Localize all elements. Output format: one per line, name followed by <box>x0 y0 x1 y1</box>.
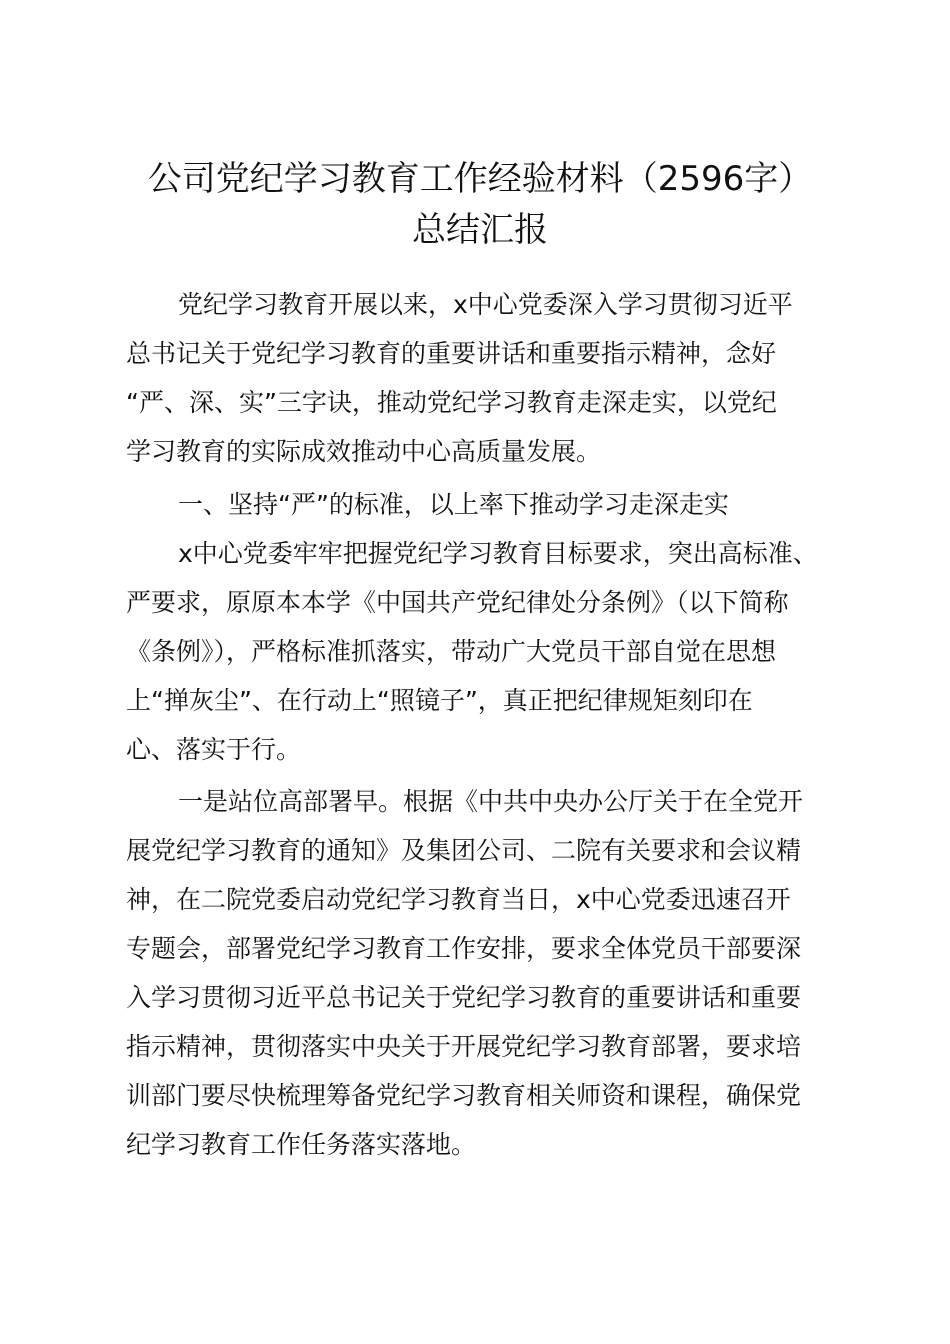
paragraph-line: “严、深、实”三字诀，推动党纪学习教育走深走实，以党纪 <box>126 388 777 417</box>
paragraph-line: 训部门要尽快梳理筹备党纪学习教育相关师资和课程，确保党 <box>126 1081 802 1110</box>
paragraph-line: 严要求，原原本本学《中国共产党纪律处分条例》（以下简称 <box>126 588 789 617</box>
paragraph-line: 一是站位高部署早。根据《中共中央办公厅关于在全党开 <box>178 787 804 816</box>
paragraph-line: 上“掸灰尘”、在行动上“照镜子”，真正把纪律规矩刻印在 <box>126 686 753 715</box>
paragraph-line: 《条例》），严格标准抓落实，带动广大党员干部自觉在思想 <box>126 637 777 666</box>
paragraph-line: 展党纪学习教育的通知》及集团公司、二院有关要求和会议精 <box>126 836 802 865</box>
paragraph-line: 指示精神，贯彻落实中央关于开展党纪学习教育部署，要求培 <box>126 1032 802 1061</box>
paragraph-line: x中心党委牢牢把握党纪学习教育目标要求，突出高标准、 <box>178 539 818 568</box>
document-title-line2: 总结汇报 <box>412 210 548 250</box>
paragraph-line: 纪学习教育工作任务落实落地。 <box>126 1130 477 1159</box>
paragraph-point-one <box>126 777 846 1169</box>
section-heading <box>126 480 846 529</box>
paragraph-line: 专题会，部署党纪学习教育工作安排，要求全体党员干部要深 <box>126 934 802 963</box>
paragraph-line: 总书记关于党纪学习教育的重要讲话和重要指示精神，念好 <box>126 339 777 368</box>
section-heading-text: 一、坚持“严”的标准，以上率下推动学习走深走实 <box>178 490 729 519</box>
paragraph-line: 党纪学习教育开展以来，x中心党委深入学习贯彻习近平 <box>178 290 793 319</box>
paragraph-section-body <box>126 529 846 774</box>
document-title: 公司党纪学习教育工作经验材料（2596字） <box>147 159 813 199</box>
paragraph-line: 入学习贯彻习近平总书记关于党纪学习教育的重要讲话和重要 <box>126 983 802 1012</box>
paragraph-line: 神，在二院党委启动党纪学习教育当日，x中心党委迅速召开 <box>126 885 791 914</box>
paragraph-line: 学习教育的实际成效推动中心高质量发展。 <box>126 437 602 466</box>
paragraph-intro <box>126 280 846 476</box>
paragraph-line: 心、落实于行。 <box>126 735 302 764</box>
